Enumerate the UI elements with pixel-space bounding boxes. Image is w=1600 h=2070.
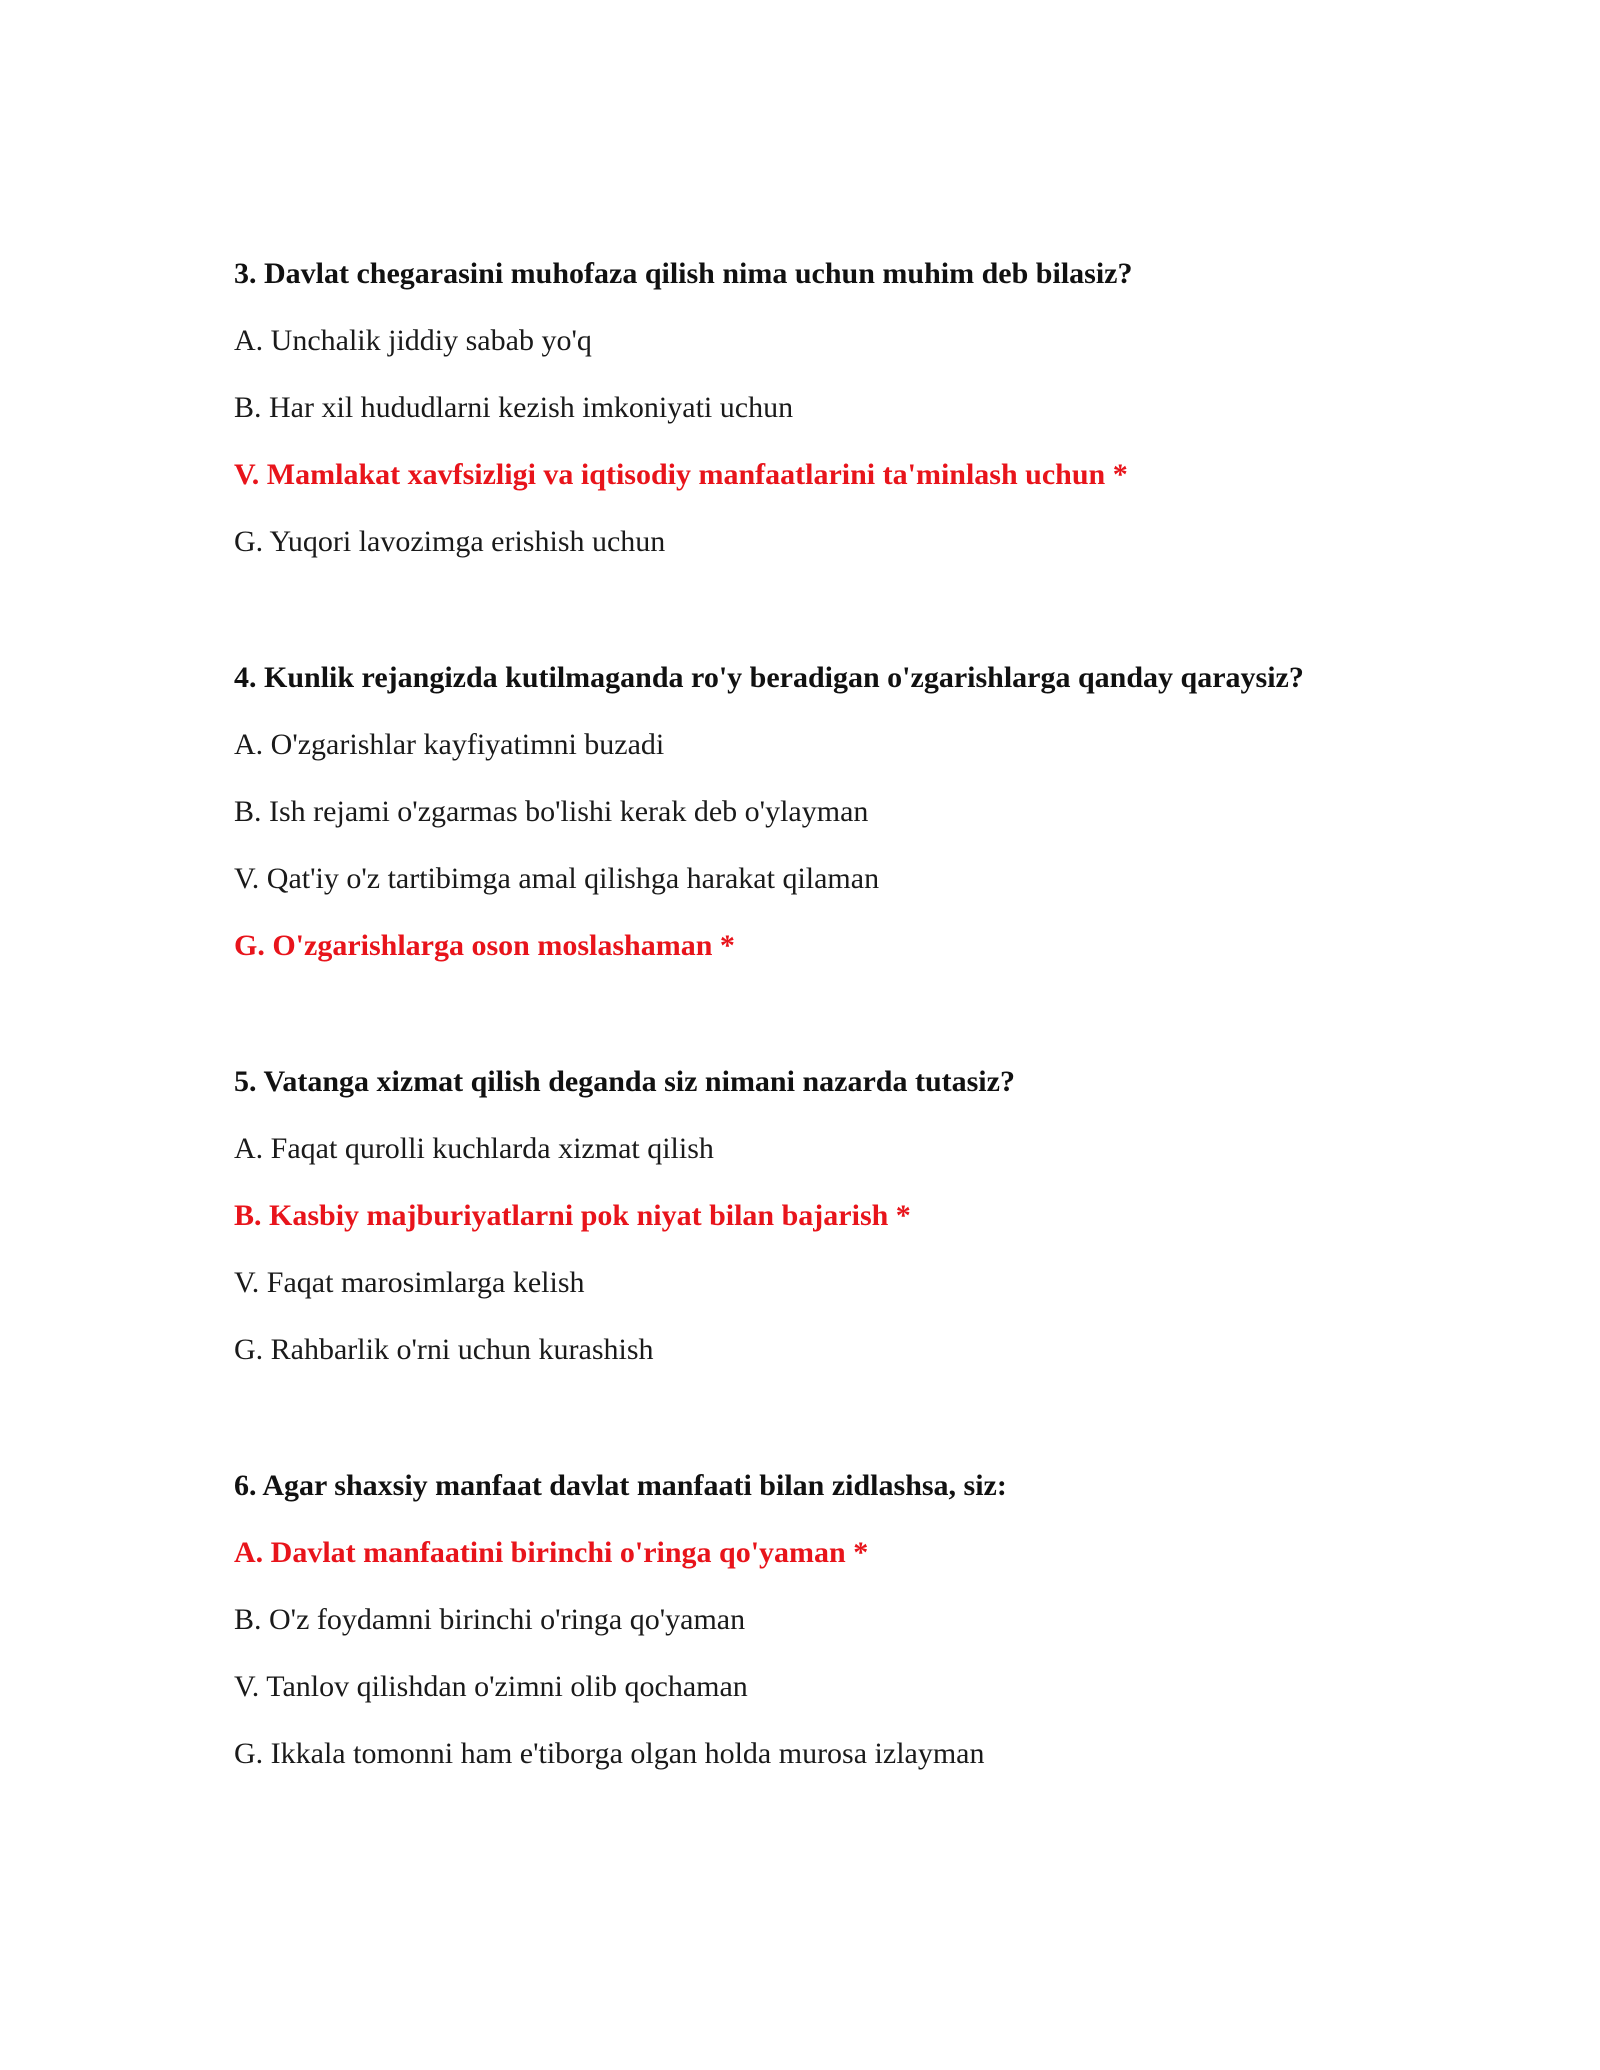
answer-option-v: V. Tanlov qilishdan o'zimni olib qochaman bbox=[234, 1670, 748, 1703]
question-title: 6. Agar shaxsiy manfaat davlat manfaati bilan zidlashsa, siz: bbox=[234, 1469, 1007, 1502]
answer-option-a: A. Faqat qurolli kuchlarda xizmat qilish bbox=[234, 1132, 714, 1165]
answer-option-g: G. Ikkala tomonni ham e'tiborga olgan holda murosa izlayman bbox=[234, 1737, 985, 1770]
answer-option-b: B. Har xil hududlarni kezish imkoniyati uchun bbox=[234, 391, 794, 424]
answer-option-g: G. Yuqori lavozimga erishish uchun bbox=[234, 525, 666, 558]
answer-option-g: G. Rahbarlik o'rni uchun kurashish bbox=[234, 1333, 654, 1366]
question-6 bbox=[234, 1468, 1434, 1772]
question-title: 4. Kunlik rejangizda kutilmaganda ro'y beradigan o'zgarishlarga qanday qaraysiz? bbox=[234, 661, 1304, 694]
question-title: 5. Vatanga xizmat qilish deganda siz nimani nazarda tutasiz? bbox=[234, 1065, 1015, 1098]
answer-option-v: V. Qat'iy o'z tartibimga amal qilishga harakat qilaman bbox=[234, 862, 880, 895]
answer-option-v: V. Faqat marosimlarga kelish bbox=[234, 1266, 585, 1299]
answer-option-a-correct: A. Davlat manfaatini birinchi o'ringa qo'yaman * bbox=[234, 1536, 869, 1569]
question-3 bbox=[234, 256, 1434, 560]
question-5 bbox=[234, 1064, 1434, 1368]
question-title: 3. Davlat chegarasini muhofaza qilish nima uchun muhim deb bilasiz? bbox=[234, 257, 1133, 290]
answer-option-b: B. Ish rejami o'zgarmas bo'lishi kerak deb o'ylayman bbox=[234, 795, 869, 828]
answer-option-v-correct: V. Mamlakat xavfsizligi va iqtisodiy manfaatlarini ta'minlash uchun * bbox=[234, 458, 1128, 491]
answer-option-b-correct: B. Kasbiy majburiyatlarni pok niyat bilan bajarish * bbox=[234, 1199, 911, 1232]
answer-option-b: B. O'z foydamni birinchi o'ringa qo'yaman bbox=[234, 1603, 746, 1636]
answer-option-a: A. O'zgarishlar kayfiyatimni buzadi bbox=[234, 728, 665, 761]
question-4 bbox=[234, 660, 1434, 964]
answer-option-g-correct: G. O'zgarishlarga oson moslashaman * bbox=[234, 929, 735, 962]
answer-option-a: A. Unchalik jiddiy sabab yo'q bbox=[234, 324, 592, 357]
